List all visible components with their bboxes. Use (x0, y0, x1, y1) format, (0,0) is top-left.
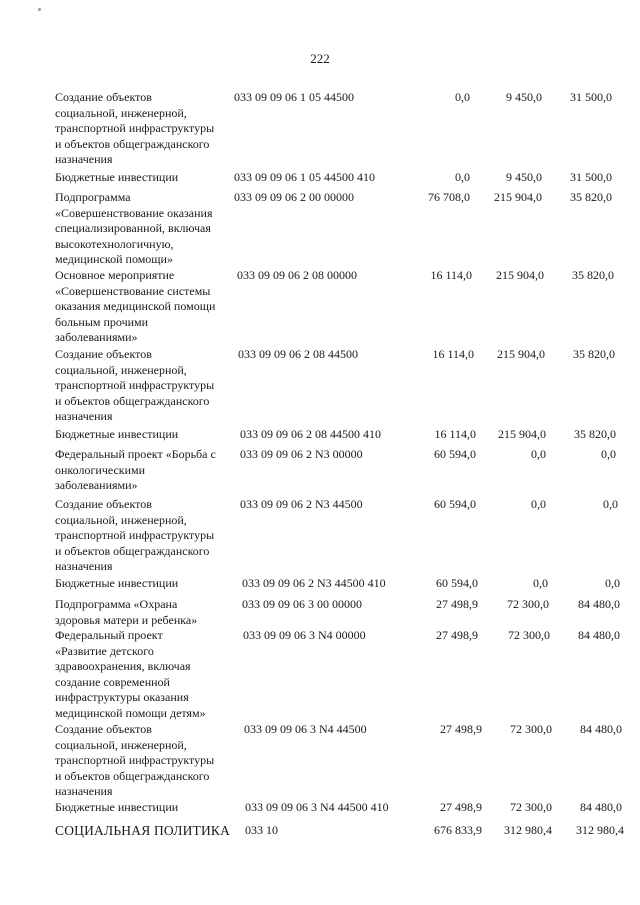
row-name: Основное мероприятие «Совершенствование системы оказания медицинской помощи больным прочими заболеваниями» (55, 268, 216, 345)
row-code: 033 09 09 06 3 N4 44500 (244, 722, 367, 736)
row-value-1: 60 594,0 (434, 447, 476, 461)
scan-artifact (38, 8, 41, 11)
row-code: 033 10 (245, 823, 278, 837)
row-code: 033 09 09 06 2 N3 44500 (240, 497, 363, 511)
row-value-2: 72 300,0 (508, 628, 550, 642)
row-value-2: 215 904,0 (498, 427, 546, 441)
row-value-2: 72 300,0 (510, 800, 552, 814)
row-value-3: 312 980,4 (576, 823, 624, 837)
row-value-2: 72 300,0 (510, 722, 552, 736)
row-value-1: 60 594,0 (434, 497, 476, 511)
row-value-2: 0,0 (531, 447, 546, 461)
row-code: 033 09 09 06 3 00 00000 (242, 597, 362, 611)
row-value-3: 31 500,0 (570, 170, 612, 184)
row-value-3: 84 480,0 (578, 628, 620, 642)
row-code: 033 09 09 06 2 N3 44500 410 (242, 576, 386, 590)
row-value-1: 27 498,9 (436, 628, 478, 642)
row-code: 033 09 09 06 3 N4 44500 410 (245, 800, 389, 814)
row-value-3: 0,0 (605, 576, 620, 590)
row-value-3: 84 480,0 (578, 597, 620, 611)
row-code: 033 09 09 06 1 05 44500 410 (234, 170, 375, 184)
row-name: Бюджетные инвестиции (55, 170, 179, 184)
row-value-3: 35 820,0 (574, 427, 616, 441)
row-name: Федеральный проект «Борьба с онкологическими заболеваниями» (55, 447, 216, 493)
row-code: 033 09 09 06 2 08 44500 410 (240, 427, 381, 441)
row-value-2: 72 300,0 (507, 597, 549, 611)
page-number: 222 (310, 51, 330, 66)
row-code: 033 09 09 06 1 05 44500 (234, 90, 354, 104)
row-value-1: 16 114,0 (432, 347, 474, 361)
row-value-2: 9 450,0 (506, 170, 542, 184)
row-value-2: 0,0 (531, 497, 546, 511)
row-value-1: 0,0 (455, 90, 470, 104)
row-value-1: 676 833,9 (434, 823, 482, 837)
row-value-2: 215 904,0 (494, 190, 542, 204)
row-value-2: 215 904,0 (497, 347, 545, 361)
row-name: Федеральный проект «Развитие детского здравоохранения, включая создание современной инфраструктуры оказания медицинской помощи детям» (55, 628, 206, 720)
row-value-3: 84 480,0 (580, 722, 622, 736)
row-value-1: 27 498,9 (440, 722, 482, 736)
row-value-1: 27 498,9 (436, 597, 478, 611)
row-name: Создание объектов социальной, инженерной, транспортной инфраструктуры и объектов общегражданского назначения (55, 347, 215, 424)
row-name: Подпрограмма «Совершенствование оказания специализированной, включая высокотехнологичную, медицинской помощи» (55, 190, 213, 267)
row-code: 033 09 09 06 3 N4 00000 (243, 628, 366, 642)
row-name: СОЦИАЛЬНАЯ ПОЛИТИКА (55, 823, 231, 838)
row-code: 033 09 09 06 2 08 44500 (238, 347, 358, 361)
row-name: Создание объектов социальной, инженерной, транспортной инфраструктуры и объектов общегражданского назначения (55, 497, 215, 574)
row-value-3: 84 480,0 (580, 800, 622, 814)
row-value-2: 215 904,0 (496, 268, 544, 282)
row-value-1: 76 708,0 (428, 190, 470, 204)
row-name: Бюджетные инвестиции (55, 800, 179, 814)
row-name: Подпрограмма «Охрана здоровья матери и ребенка» (55, 597, 198, 627)
row-code: 033 09 09 06 2 N3 00000 (240, 447, 363, 461)
row-name: Бюджетные инвестиции (55, 576, 179, 590)
row-value-2: 312 980,4 (504, 823, 552, 837)
row-value-1: 16 114,0 (430, 268, 472, 282)
row-value-2: 0,0 (533, 576, 548, 590)
row-value-2: 9 450,0 (506, 90, 542, 104)
row-value-3: 0,0 (603, 497, 618, 511)
row-value-3: 35 820,0 (572, 268, 614, 282)
row-name: Создание объектов социальной, инженерной, транспортной инфраструктуры и объектов общегражданского назначения (55, 722, 215, 799)
row-value-1: 0,0 (455, 170, 470, 184)
row-value-3: 0,0 (601, 447, 616, 461)
row-value-1: 16 114,0 (434, 427, 476, 441)
row-name: Создание объектов социальной, инженерной, транспортной инфраструктуры и объектов общегражданского назначения (55, 90, 215, 167)
row-code: 033 09 09 06 2 08 00000 (237, 268, 357, 282)
row-value-3: 35 820,0 (573, 347, 615, 361)
row-code: 033 09 09 06 2 00 00000 (234, 190, 354, 204)
row-value-3: 35 820,0 (570, 190, 612, 204)
row-value-1: 60 594,0 (436, 576, 478, 590)
row-value-3: 31 500,0 (570, 90, 612, 104)
row-name: Бюджетные инвестиции (55, 427, 179, 441)
row-value-1: 27 498,9 (440, 800, 482, 814)
